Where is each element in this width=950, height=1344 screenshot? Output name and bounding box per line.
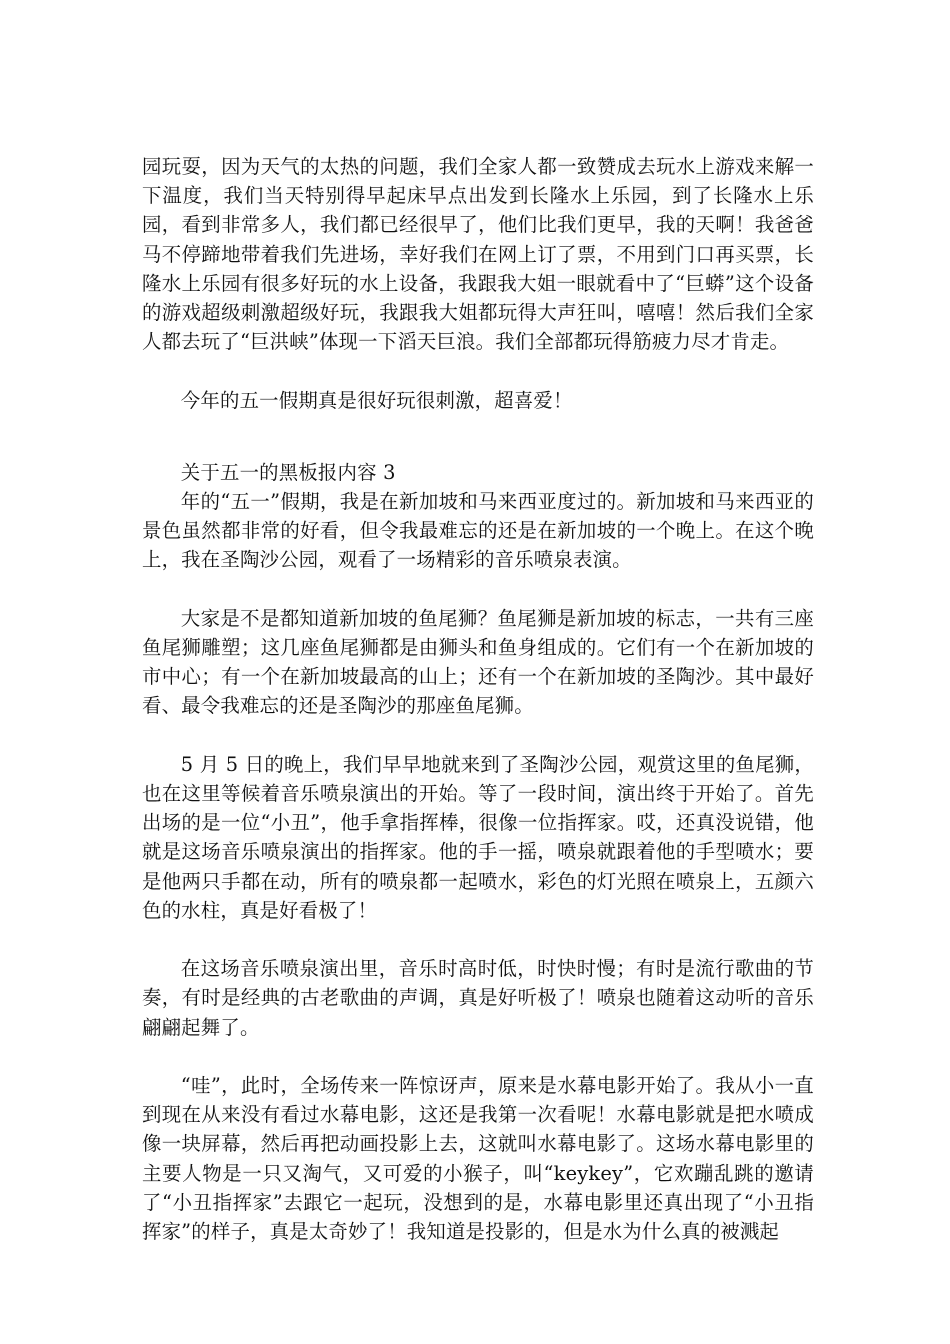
paragraph-may-fifth: 5 月 5 日的晚上，我们早早地就来到了圣陶沙公园，观赏这里的鱼尾狮，也在这里等候着音乐喷泉演出的开始。等了一段时间，演出终于开始了。首先出场的是一位“小丑”，他手拿指挥棒，很像一位指挥家。哎，还真没说错，他就是这场音乐喷泉演出的指挥家。他的手一摇，喷泉就跟着他的手型喷水；要是他两只手都在动，所有的喷泉都一起喷水，彩色的灯光照在喷泉上，五颜六色的水柱，真是好看极了！ [142, 752, 814, 922]
paragraph-water-movie: “哇”，此时，全场传来一阵惊讶声，原来是水幕电影开始了。我从小一直到现在从来没有看过水幕电影，这还是我第一次看呢！水幕电影就是把水喷成像一块屏幕，然后再把动画投影上去，这就叫水幕电影了。这场水幕电影里的主要人物是一只又淘气，又可爱的小猴子，叫“keykey”，它欢蹦乱跳的邀请了“小丑指挥家”去跟它一起玩，没想到的是，水幕电影里还真出现了“小丑指挥家”的样子，真是太奇妙了！我知道是投影的，但是水为什么真的被溅起 [142, 1074, 814, 1244]
paragraph-gap [142, 721, 814, 750]
paragraph-gap [142, 575, 814, 604]
section-gap [142, 415, 814, 458]
section-heading: 关于五一的黑板报内容 3 [180, 460, 396, 484]
paragraph-merlion: 大家是不是都知道新加坡的鱼尾狮？鱼尾狮是新加坡的标志，一共有三座鱼尾狮雕塑；这几座鱼尾狮都是由狮头和鱼身组成的。它们有一个在新加坡的市中心；有一个在新加坡最高的山上；还有一个在新加坡的圣陶沙。其中最好看、最令我难忘的还是圣陶沙的那座鱼尾狮。 [142, 606, 814, 718]
paragraph-summary: 今年的五一假期真是很好玩很刺激，超喜爱！ [180, 388, 573, 412]
paragraph-intro: 年的“五一”假期，我是在新加坡和马来西亚度过的。新加坡和马来西亚的景色虽然都非常的好看，但令我最难忘的还是在新加坡的一个晚上。在这个晚上，我在圣陶沙公园，观看了一场精彩的音乐喷泉表演。 [142, 490, 814, 572]
paragraph-gap [142, 356, 814, 385]
paragraph-gap [142, 1042, 814, 1071]
paragraph-water-park: 园玩耍，因为天气的太热的问题，我们全家人都一致赞成去玩水上游戏来解一下温度，我们当天特别得早起床早点出发到长隆水上乐园，到了长隆水上乐园，看到非常多人，我们都已经很早了，他们比我们更早，我的天啊！我爸爸马不停蹄地带着我们先进场，幸好我们在网上订了票，不用到门口再买票，长隆水上乐园有很多好玩的水上设备，我跟我大姐一眼就看中了“巨蟒”这个设备的游戏超级刺激超级好玩，我跟我大姐都玩得大声狂叫，嘻嘻！然后我们全家人都去玩了“巨洪峡”体现一下滔天巨浪。我们全部都玩得筋疲力尽才肯走。 [142, 155, 814, 354]
document-page [142, 152, 814, 1246]
paragraph-gap [142, 925, 814, 954]
paragraph-music: 在这场音乐喷泉演出里，音乐时高时低，时快时慢；有时是流行歌曲的节奏，有时是经典的古老歌曲的声调，真是好听极了！喷泉也随着这动听的音乐翩翩起舞了。 [142, 957, 814, 1039]
